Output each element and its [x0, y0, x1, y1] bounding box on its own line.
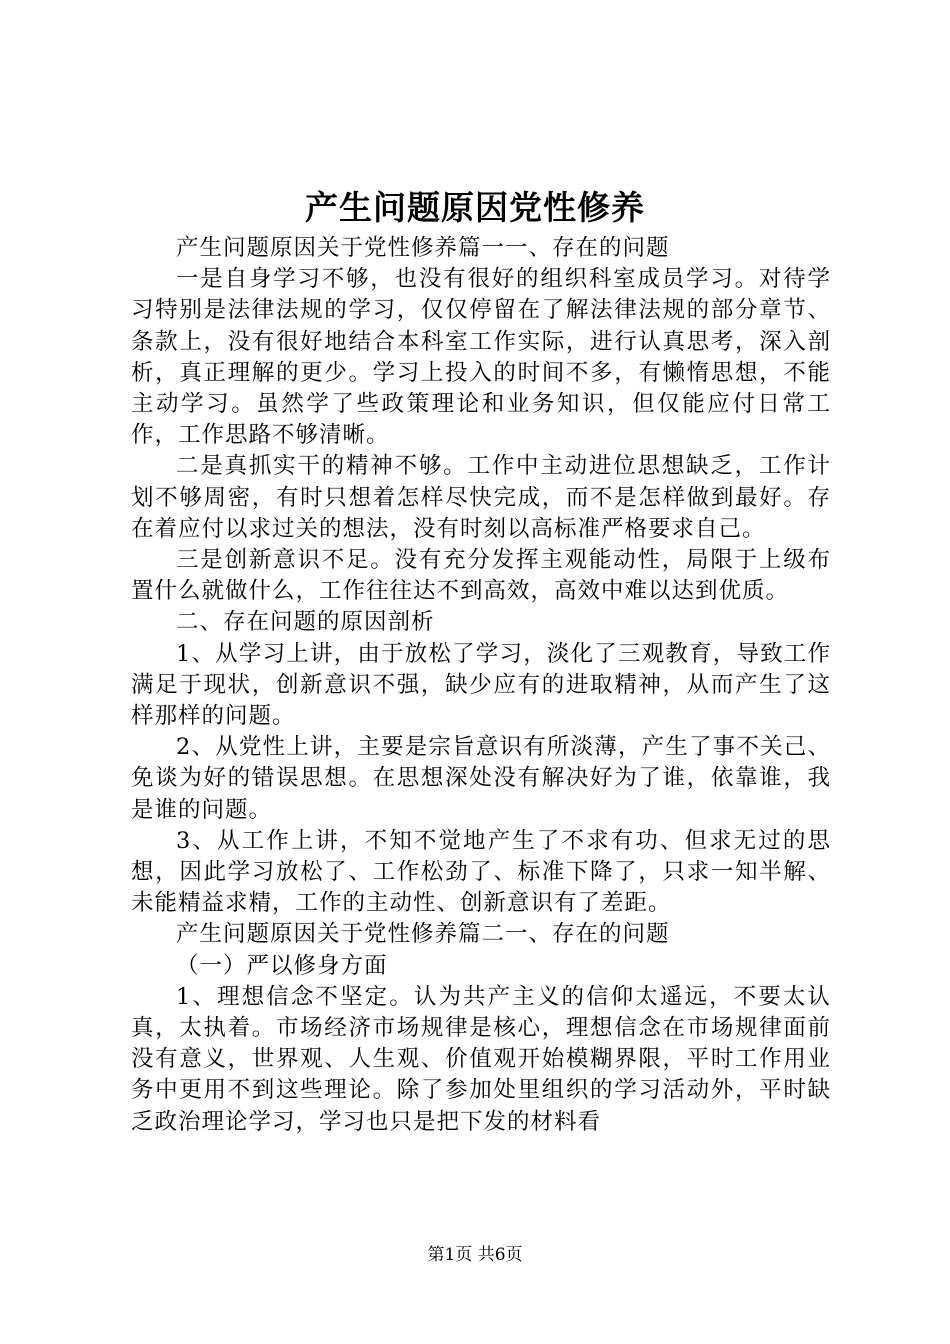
page-footer: 第1页 共6页 — [427, 1245, 523, 1265]
paragraph: 产生问题原因关于党性修养篇二一、存在的问题 — [176, 921, 670, 948]
paragraph: 1、理想信念不坚定。认为共产主义的信仰太遥远，不要太认真，太执着。市场经济市场规律是核心，理想信念在市场规律面前没有意义，世界观、人生观、价值观开始模糊界限，平时工作用业务中更用不到这些理论。除了参加处里组织的学习活动外，平时缺乏政治理论学习，学习也只是把下发的材料看 — [131, 983, 831, 1135]
paragraph: 产生问题原因关于党性修养篇一一、存在的问题 — [176, 235, 670, 261]
paragraph: 三是创新意识不足。没有充分发挥主观能动性，局限于上级布置什么就做什么，工作往往达不到高效，高效中难以达到优质。 — [131, 547, 831, 605]
paragraph: 一是自身学习不够，也没有很好的组织科室成员学习。对待学习特别是法律法规的学习，仅仅停留在了解法律法规的部分章节、条款上，没有很好地结合本科室工作实际，进行认真思考，深入剖析，真正理解的更少。学习上投入的时间不多，有懒惰思想，不能主动学习。虽然学了些政策理论和业务知识，但仅能应付日常工作，工作思路不够清晰。 — [131, 266, 831, 449]
paragraph: 3、从工作上讲，不知不觉地产生了不求有功、但求无过的思想，因此学习放松了、工作松劲了、标准下降了，只求一知半解、未能精益求精，工作的主动性、创新意识有了差距。 — [131, 827, 831, 917]
paragraph: 2、从党性上讲，主要是宗旨意识有所淡薄，产生了事不关己、免谈为好的错误思想。在思想深处没有解决好为了谁，依靠谁，我是谁的问题。 — [131, 734, 831, 823]
paragraph: （一）严以修身方面 — [176, 952, 388, 979]
document-body — [131, 233, 831, 1138]
document-title: 产生问题原因党性修养 — [305, 188, 645, 227]
paragraph: 二、存在问题的原因剖析 — [176, 609, 435, 636]
paragraph: 1、从学习上讲，由于放松了学习，淡化了三观教育，导致工作满足于现状，创新意识不强，缺少应有的进取精神，从而产生了这样那样的问题。 — [131, 640, 831, 730]
paragraph: 二是真抓实干的精神不够。工作中主动进位思想缺乏，工作计划不够周密，有时只想着怎样尽快完成，而不是怎样做到最好。存在着应付以求过关的想法，没有时刻以高标准严格要求自己。 — [131, 453, 831, 542]
